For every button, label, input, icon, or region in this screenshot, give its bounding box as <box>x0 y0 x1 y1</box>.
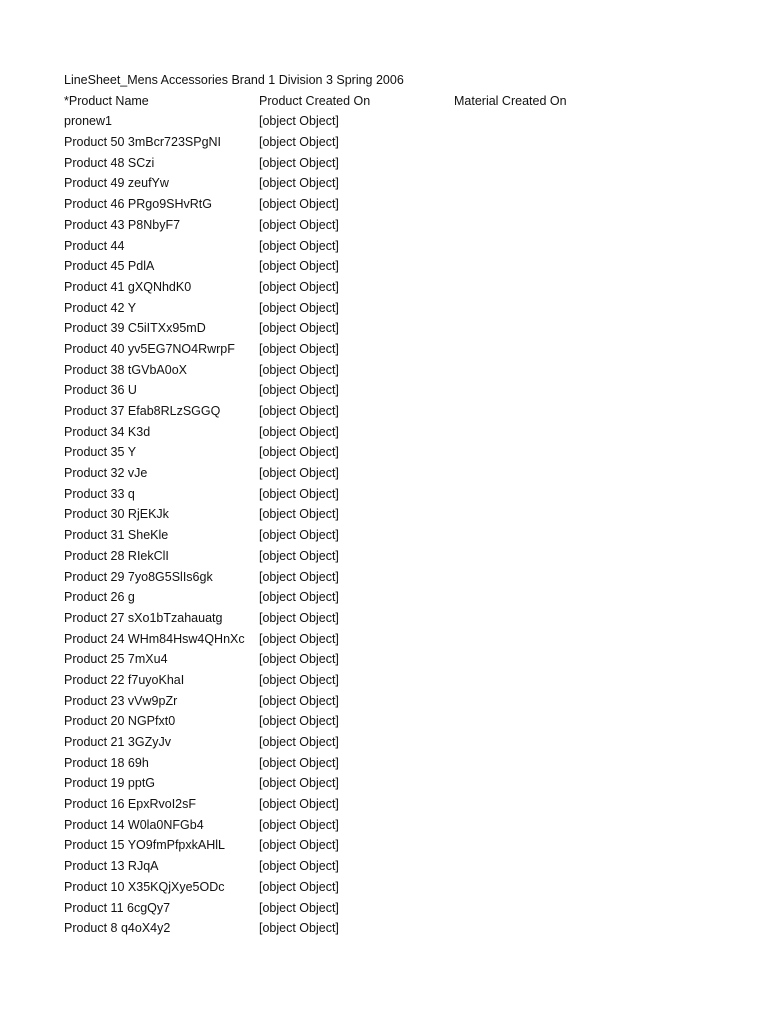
product-name-cell: Product 31 SheKle <box>64 528 169 543</box>
table-row <box>64 442 704 463</box>
product-name-cell: Product 33 q <box>64 486 135 501</box>
material-created-on-cell <box>454 153 654 174</box>
product-name-cell: Product 36 U <box>64 383 137 398</box>
table-row <box>64 794 704 815</box>
product-name-cell: Product 44 <box>64 238 125 253</box>
product-created-on-cell: [object Object] <box>259 135 339 150</box>
material-created-on-cell <box>454 587 654 608</box>
product-created-on-cell: [object Object] <box>259 217 339 232</box>
table-row <box>64 380 704 401</box>
product-created-on-cell: [object Object] <box>259 424 339 439</box>
table-row <box>64 256 704 277</box>
product-name-cell: Product 49 zeufYw <box>64 176 169 191</box>
product-name-cell: Product 24 WHm84Hsw4QHnXc <box>64 631 245 646</box>
product-created-on-cell: [object Object] <box>259 445 339 460</box>
table-row <box>64 339 704 360</box>
table-row <box>64 877 704 898</box>
table-row <box>64 236 704 257</box>
material-created-on-cell <box>454 773 654 794</box>
table-row <box>64 815 704 836</box>
product-created-on-cell: [object Object] <box>259 797 339 812</box>
product-created-on-cell: [object Object] <box>259 197 339 212</box>
sheet-title: LineSheet_Mens Accessories Brand 1 Division 3 Spring 2006 <box>64 73 404 87</box>
table-row <box>64 587 704 608</box>
product-created-on-cell: [object Object] <box>259 859 339 874</box>
product-name-cell: Product 39 C5iITXx95mD <box>64 321 206 336</box>
table-row <box>64 132 704 153</box>
material-created-on-cell <box>454 815 654 836</box>
table-row <box>64 732 704 753</box>
material-created-on-cell <box>454 753 654 774</box>
table-row <box>64 401 704 422</box>
material-created-on-cell <box>454 856 654 877</box>
product-name-cell: Product 14 W0la0NFGb4 <box>64 817 204 832</box>
header-product-created-on: Product Created On <box>259 93 371 108</box>
table-row <box>64 608 704 629</box>
product-created-on-cell: [object Object] <box>259 259 339 274</box>
table-row <box>64 173 704 194</box>
table-row <box>64 463 704 484</box>
product-created-on-cell: [object Object] <box>259 755 339 770</box>
material-created-on-cell <box>454 236 654 257</box>
product-name-cell: Product 23 vVw9pZr <box>64 693 178 708</box>
product-name-cell: Product 37 Efab8RLzSGGQ <box>64 404 221 418</box>
product-created-on-cell: [object Object] <box>259 631 339 646</box>
material-created-on-cell <box>454 546 654 567</box>
material-created-on-cell <box>454 111 654 132</box>
table-row <box>64 111 704 132</box>
table-row <box>64 546 704 567</box>
product-name-cell: Product 35 Y <box>64 445 137 460</box>
material-created-on-cell <box>454 380 654 401</box>
product-created-on-cell: [object Object] <box>259 341 339 356</box>
material-created-on-cell <box>454 401 654 422</box>
product-created-on-cell: [object Object] <box>259 486 339 501</box>
table-row <box>64 629 704 650</box>
material-created-on-cell <box>454 194 654 215</box>
product-name-cell: Product 13 RJqA <box>64 859 159 874</box>
table-row <box>64 422 704 443</box>
product-name-cell: Product 18 69h <box>64 755 149 770</box>
product-created-on-cell: [object Object] <box>259 238 339 253</box>
table-row <box>64 360 704 381</box>
table-row <box>64 711 704 732</box>
product-name-cell: Product 46 PRgo9SHvRtG <box>64 197 212 212</box>
material-created-on-cell <box>454 463 654 484</box>
product-created-on-cell: [object Object] <box>259 900 339 915</box>
table-row <box>64 567 704 588</box>
material-created-on-cell <box>454 629 654 650</box>
table-row <box>64 898 704 919</box>
material-created-on-cell <box>454 711 654 732</box>
product-name-cell: Product 48 SCzi <box>64 155 155 170</box>
product-created-on-cell: [object Object] <box>259 735 339 749</box>
material-created-on-cell <box>454 732 654 753</box>
table-row <box>64 773 704 794</box>
material-created-on-cell <box>454 256 654 277</box>
product-created-on-cell: [object Object] <box>259 590 339 605</box>
material-created-on-cell <box>454 918 654 939</box>
material-created-on-cell <box>454 898 654 919</box>
product-name-cell: Product 32 vJe <box>64 466 148 481</box>
product-created-on-cell: [object Object] <box>259 569 339 584</box>
product-name-cell: Product 22 f7uyoKhaI <box>64 672 185 687</box>
material-created-on-cell <box>454 691 654 712</box>
product-created-on-cell: [object Object] <box>259 466 339 481</box>
material-created-on-cell <box>454 567 654 588</box>
linesheet-document <box>64 70 704 939</box>
material-created-on-cell <box>454 835 654 856</box>
product-name-cell: Product 28 RIekClI <box>64 548 169 563</box>
product-name-cell: Product 16 EpxRvoI2sF <box>64 797 197 812</box>
product-name-cell: Product 34 K3d <box>64 424 151 439</box>
product-created-on-cell: [object Object] <box>259 155 339 170</box>
material-created-on-cell <box>454 215 654 236</box>
product-created-on-cell: [object Object] <box>259 362 339 377</box>
header-material-created-on: Material Created On <box>454 93 567 108</box>
product-created-on-cell: [object Object] <box>259 383 339 398</box>
product-name-cell: pronew1 <box>64 114 112 129</box>
product-name-cell: Product 20 NGPfxt0 <box>64 714 176 729</box>
table-row <box>64 670 704 691</box>
header-row <box>64 91 704 112</box>
material-created-on-cell <box>454 608 654 629</box>
product-name-cell: Product 25 7mXu4 <box>64 652 168 667</box>
material-created-on-cell <box>454 504 654 525</box>
product-name-cell: Product 50 3mBcr723SPgNI <box>64 135 222 150</box>
table-row <box>64 525 704 546</box>
product-rows <box>64 111 704 939</box>
table-row <box>64 649 704 670</box>
product-name-cell: Product 21 3GZyJv <box>64 735 171 749</box>
table-row <box>64 277 704 298</box>
material-created-on-cell <box>454 360 654 381</box>
material-created-on-cell <box>454 422 654 443</box>
table-row <box>64 504 704 525</box>
product-created-on-cell: [object Object] <box>259 114 339 129</box>
material-created-on-cell <box>454 173 654 194</box>
table-row <box>64 691 704 712</box>
product-name-cell: Product 29 7yo8G5SlIs6gk <box>64 569 213 584</box>
table-row <box>64 318 704 339</box>
table-row <box>64 298 704 319</box>
product-created-on-cell: [object Object] <box>259 652 339 667</box>
product-created-on-cell: [object Object] <box>259 548 339 563</box>
product-created-on-cell: [object Object] <box>259 507 339 522</box>
material-created-on-cell <box>454 318 654 339</box>
table-row <box>64 215 704 236</box>
product-name-cell: Product 8 q4oX4y2 <box>64 921 171 936</box>
product-name-cell: Product 19 pptG <box>64 776 156 791</box>
product-created-on-cell: [object Object] <box>259 817 339 832</box>
material-created-on-cell <box>454 525 654 546</box>
product-created-on-cell: [object Object] <box>259 838 339 853</box>
product-name-cell: Product 42 Y <box>64 300 137 315</box>
product-name-cell: Product 40 yv5EG7NO4RwrpF <box>64 341 235 356</box>
product-name-cell: Product 15 YO9fmPfpxkAHlL <box>64 838 225 853</box>
product-name-cell: Product 38 tGVbA0oX <box>64 362 187 377</box>
product-created-on-cell: [object Object] <box>259 921 339 936</box>
header-product-name: *Product Name <box>64 93 149 108</box>
product-created-on-cell: [object Object] <box>259 672 339 687</box>
material-created-on-cell <box>454 670 654 691</box>
product-created-on-cell: [object Object] <box>259 176 339 191</box>
material-created-on-cell <box>454 649 654 670</box>
material-created-on-cell <box>454 794 654 815</box>
product-name-cell: Product 43 P8NbyF7 <box>64 217 181 232</box>
table-row <box>64 194 704 215</box>
product-created-on-cell: [object Object] <box>259 279 339 294</box>
material-created-on-cell <box>454 298 654 319</box>
table-row <box>64 153 704 174</box>
product-name-cell: Product 26 g <box>64 590 135 605</box>
product-created-on-cell: [object Object] <box>259 300 339 315</box>
product-created-on-cell: [object Object] <box>259 321 339 336</box>
product-created-on-cell: [object Object] <box>259 610 339 625</box>
product-created-on-cell: [object Object] <box>259 693 339 708</box>
product-name-cell: Product 11 6cgQy7 <box>64 900 171 915</box>
material-created-on-cell <box>454 277 654 298</box>
material-created-on-cell <box>454 442 654 463</box>
table-row <box>64 753 704 774</box>
product-created-on-cell: [object Object] <box>259 404 339 418</box>
material-created-on-cell <box>454 484 654 505</box>
product-created-on-cell: [object Object] <box>259 714 339 729</box>
material-created-on-cell <box>454 339 654 360</box>
product-name-cell: Product 41 gXQNhdK0 <box>64 279 192 294</box>
product-name-cell: Product 30 RjEKJk <box>64 507 169 522</box>
table-row <box>64 484 704 505</box>
product-created-on-cell: [object Object] <box>259 776 339 791</box>
table-row <box>64 835 704 856</box>
product-name-cell: Product 10 X35KQjXye5ODc <box>64 879 225 894</box>
material-created-on-cell <box>454 877 654 898</box>
product-name-cell: Product 27 sXo1bTzahauatg <box>64 610 223 625</box>
table-row <box>64 856 704 877</box>
material-created-on-cell <box>454 132 654 153</box>
product-created-on-cell: [object Object] <box>259 879 339 894</box>
product-created-on-cell: [object Object] <box>259 528 339 543</box>
product-name-cell: Product 45 PdlA <box>64 259 155 274</box>
table-row <box>64 918 704 939</box>
